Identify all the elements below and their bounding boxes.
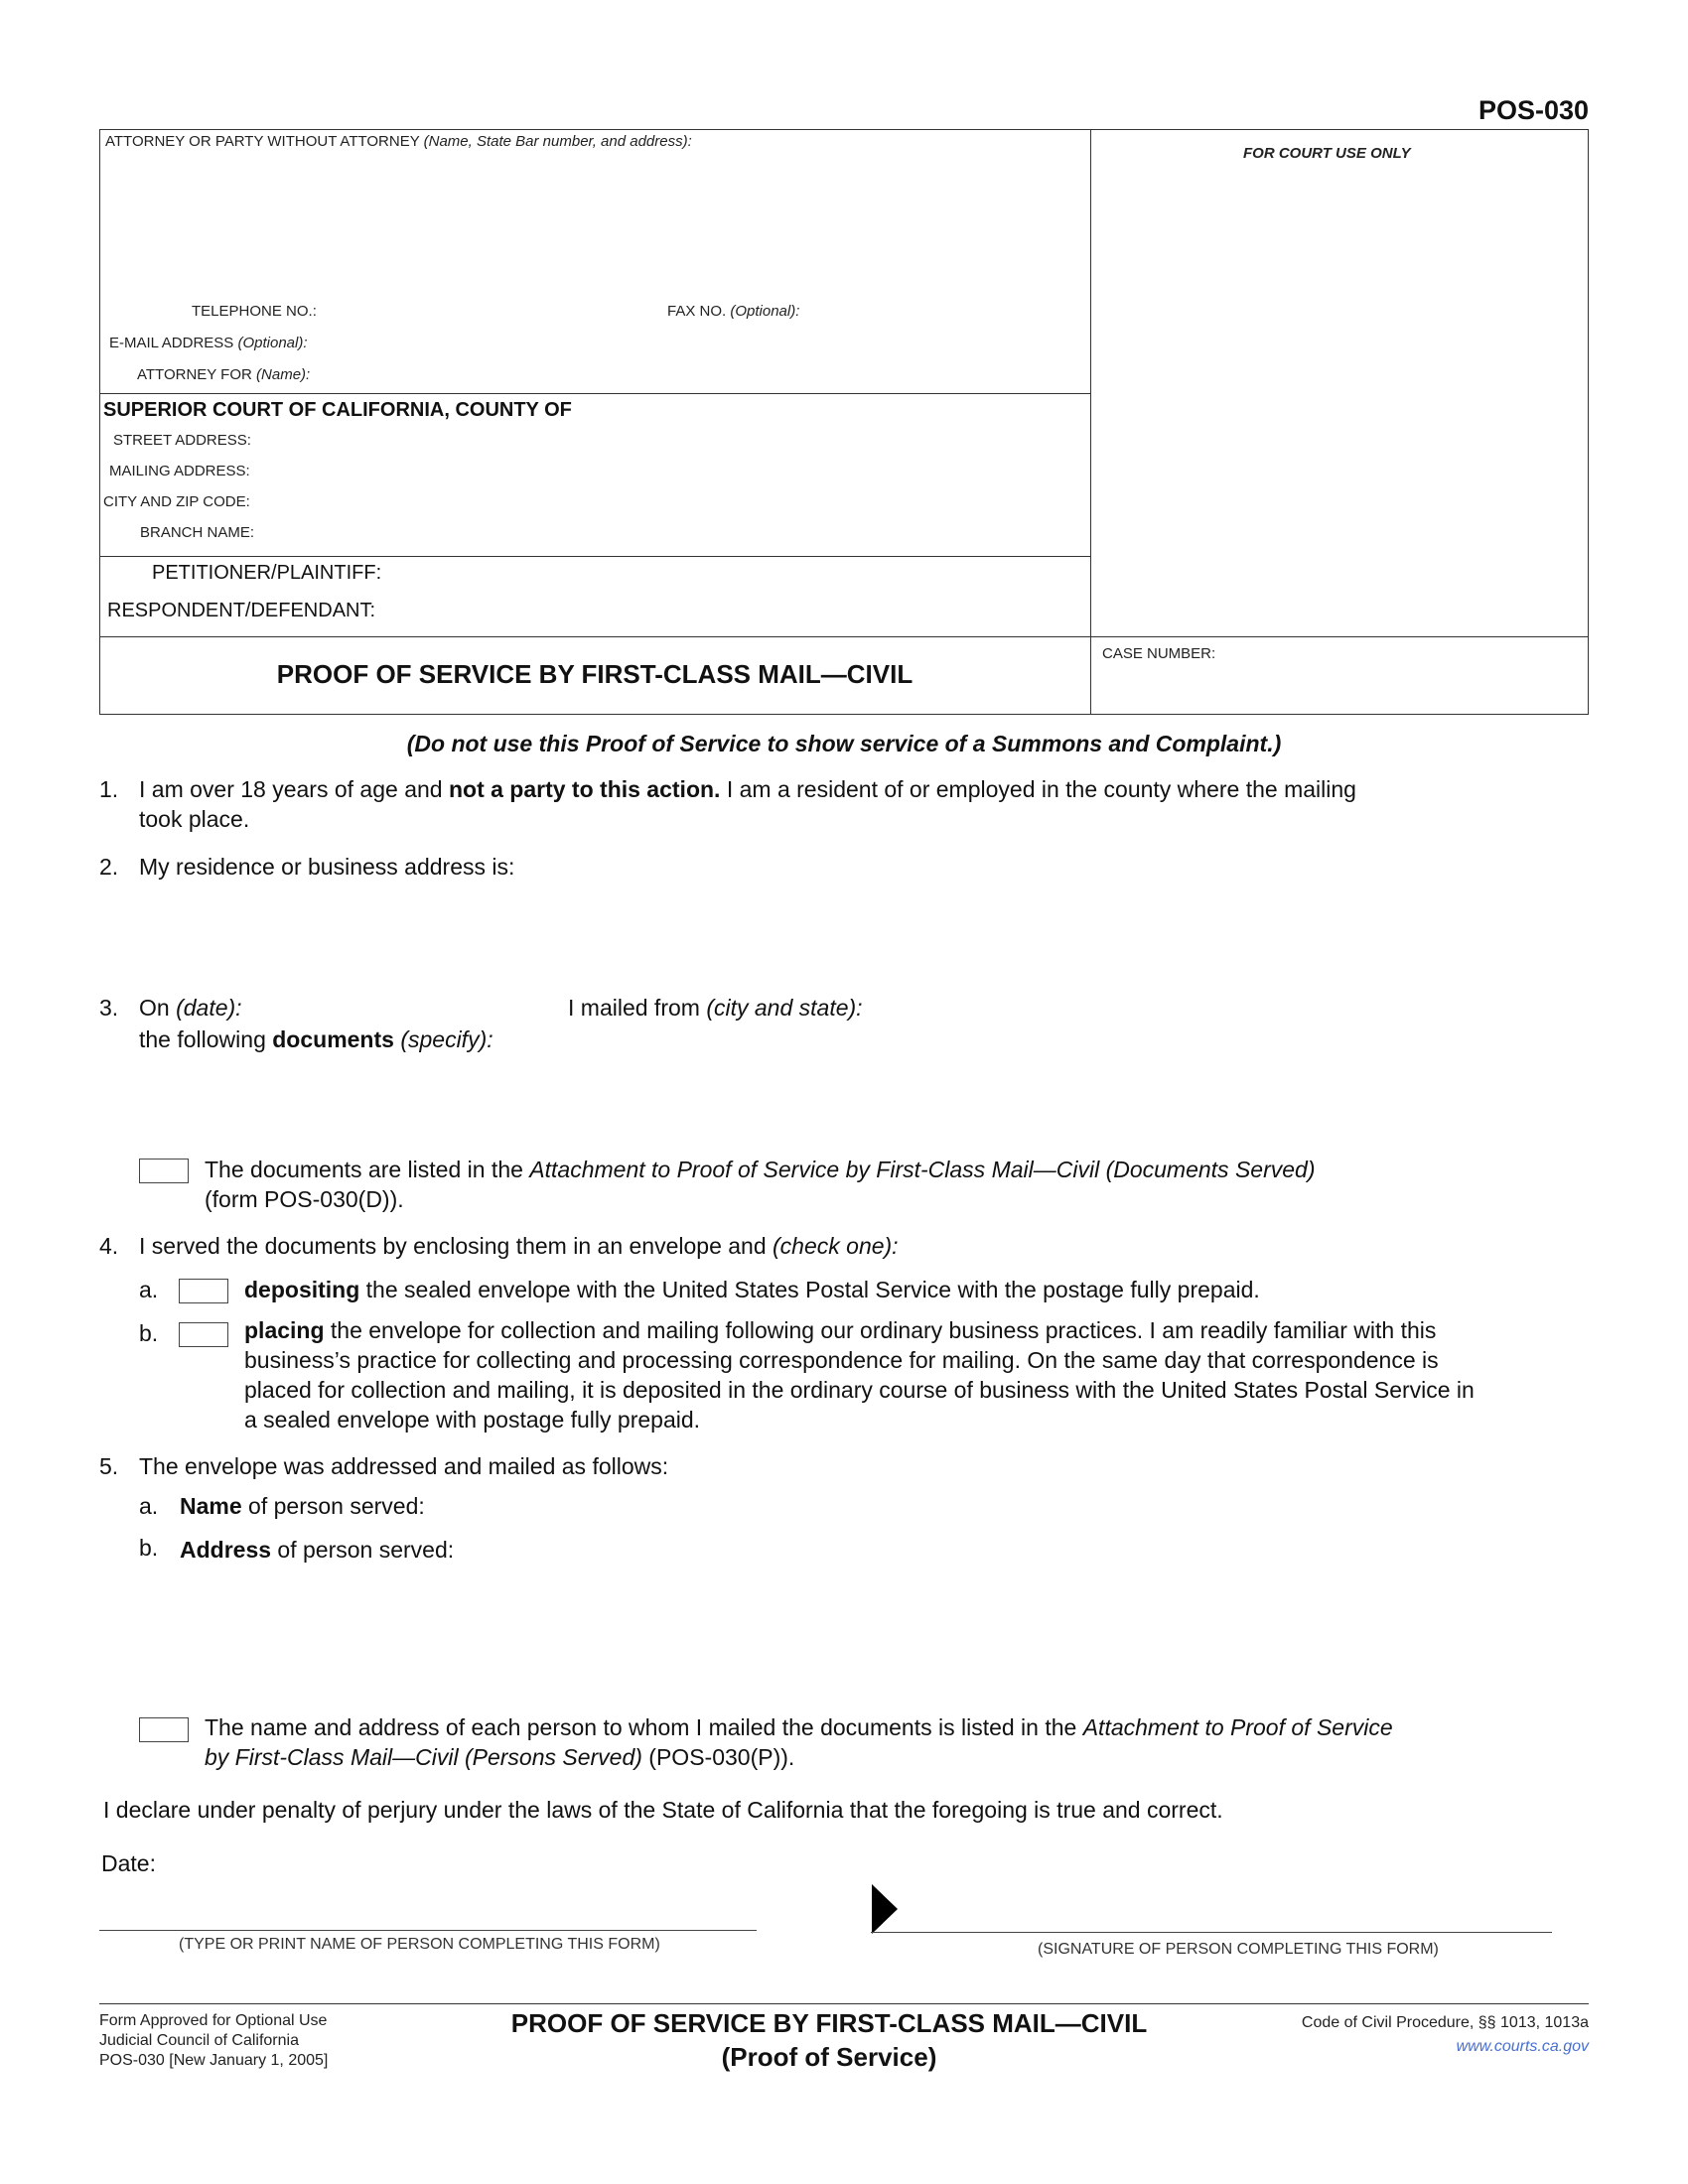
header-divider-parties	[99, 556, 1090, 557]
attorney-field[interactable]	[105, 157, 1078, 296]
court-name: SUPERIOR COURT OF CALIFORNIA, COUNTY OF	[103, 399, 572, 421]
code-citation: Code of Civil Procedure, §§ 1013, 1013a	[1301, 2014, 1589, 2031]
item-4-number: 4.	[99, 1233, 119, 1259]
court-use-label: FOR COURT USE ONLY	[1243, 145, 1411, 162]
city-zip-field[interactable]	[273, 488, 1077, 514]
fax-field[interactable]	[819, 298, 1082, 324]
respondent-field[interactable]	[417, 596, 1077, 625]
mailed-from-field[interactable]	[894, 991, 1569, 1021]
item-5a-label: a.	[139, 1493, 159, 1519]
item-5-text: The envelope was addressed and mailed as follows:	[139, 1453, 669, 1479]
footer-citation	[1192, 2011, 1589, 2059]
persons-attachment-text: The name and address of each person to whom I mailed the documents is listed in the Attachment to Proof of Service by First-Class Mail—Civil (Persons Served) (POS-030(P)).	[205, 1714, 1393, 1770]
printed-name-field[interactable]	[99, 1882, 755, 1926]
petitioner-field[interactable]	[417, 559, 1077, 589]
city-zip-label: CITY AND ZIP CODE:	[103, 493, 250, 510]
case-number-label: CASE NUMBER:	[1102, 645, 1216, 662]
signature-line	[871, 1932, 1552, 1933]
petitioner-label: PETITIONER/PLAINTIFF:	[152, 562, 382, 584]
item-2-text: My residence or business address is:	[139, 854, 515, 880]
documents-attachment-text: The documents are listed in the Attachment to Proof of Service by First-Class Mail—Civil (Documents Served) (form POS-030(D)).	[205, 1157, 1316, 1212]
attorney-label: ATTORNEY OR PARTY WITHOUT ATTORNEY (Name, State Bar number, and address):	[105, 133, 692, 150]
branch-name-field[interactable]	[273, 519, 1077, 545]
street-address-field[interactable]	[273, 427, 1077, 453]
telephone-label: TELEPHONE NO.:	[192, 303, 317, 320]
documents-field[interactable]	[139, 1058, 1569, 1146]
summons-warning-note: (Do not use this Proof of Service to show service of a Summons and Complaint.)	[406, 731, 1282, 756]
county-field[interactable]	[626, 397, 1082, 423]
item-5b-label: b.	[139, 1535, 159, 1561]
footer-rule	[99, 2003, 1589, 2004]
street-address-label: STREET ADDRESS:	[113, 432, 251, 449]
email-label: E-MAIL ADDRESS (Optional):	[109, 335, 308, 351]
mailing-address-label: MAILING ADDRESS:	[109, 463, 250, 479]
mailing-date-field[interactable]	[256, 991, 554, 1021]
attorney-for-label: ATTORNEY FOR (Name):	[137, 366, 311, 383]
form-title: PROOF OF SERVICE BY FIRST-CLASS MAIL—CIVIL	[276, 659, 914, 689]
email-field[interactable]	[338, 330, 1077, 355]
documents-attachment-checkbox[interactable]	[139, 1159, 189, 1183]
persons-attachment-checkbox[interactable]	[139, 1717, 189, 1742]
signature-field[interactable]	[914, 1882, 1549, 1928]
printed-name-caption: (TYPE OR PRINT NAME OF PERSON COMPLETING THIS FORM)	[179, 1936, 660, 1953]
declaration-text: I declare under penalty of perjury under the laws of the State of California that the foregoing is true and correct.	[103, 1797, 1223, 1823]
header-divider-court	[99, 393, 1090, 394]
footer-title: PROOF OF SERVICE BY FIRST-CLASS MAIL—CIVIL (Proof of Service)	[510, 2008, 1148, 2072]
item-5-number: 5.	[99, 1453, 119, 1479]
signature-caption: (SIGNATURE OF PERSON COMPLETING THIS FORM)	[1038, 1941, 1439, 1958]
item-4b-text: placing the envelope for collection and mailing following our ordinary business practices. I am readily familiar with this business’s practice for collecting and processing correspondence for mailing. On the same day that correspondence is placed for collection and mailing, it is deposited in the ordinary course of business with the United States Postal Service in a sealed envelope with postage fully prepaid.	[244, 1317, 1475, 1433]
mailing-address-field[interactable]	[273, 458, 1077, 483]
item-3-number: 3.	[99, 995, 119, 1021]
signature-date-field[interactable]	[169, 1844, 665, 1874]
item-4-text: I served the documents by enclosing them in an envelope and (check one):	[139, 1233, 899, 1259]
branch-name-label: BRANCH NAME:	[140, 524, 255, 541]
court-use-area	[1097, 169, 1584, 625]
header-divider-title	[99, 636, 1589, 637]
residence-address-field[interactable]	[139, 886, 1569, 975]
courts-website-link[interactable]: www.courts.ca.gov	[1456, 2038, 1589, 2055]
item-3-city-label: I mailed from (city and state):	[568, 995, 863, 1021]
item-2-number: 2.	[99, 854, 119, 880]
footer-form-approval: Form Approved for Optional Use Judicial Council of California POS-030 [New January 1, 2005]	[99, 2012, 329, 2069]
header-divider-vertical	[1090, 129, 1091, 715]
person-served-address-field[interactable]	[487, 1533, 1569, 1682]
case-number-field[interactable]	[1102, 667, 1579, 707]
date-label: Date:	[101, 1850, 156, 1876]
item-5b-text: Address of person served:	[180, 1537, 455, 1563]
attorney-for-field[interactable]	[338, 361, 1077, 387]
depositing-checkbox[interactable]	[179, 1279, 228, 1303]
telephone-field[interactable]	[338, 298, 655, 324]
item-1-text: I am over 18 years of age and not a party to this action. I am a resident of or employed in the county where the mailing took place.	[139, 776, 1356, 832]
item-4a-text: depositing the sealed envelope with the United States Postal Service with the postage fully prepaid.	[244, 1277, 1260, 1302]
fax-label: FAX NO. (Optional):	[667, 303, 800, 320]
item-3-date-label: On (date):	[139, 995, 242, 1021]
signature-arrow-icon	[872, 1884, 898, 1934]
item-1-number: 1.	[99, 776, 119, 802]
form-number: POS-030	[1477, 95, 1589, 125]
item-4a-label: a.	[139, 1277, 159, 1302]
item-3-documents-label: the following documents (specify):	[139, 1026, 493, 1052]
respondent-label: RESPONDENT/DEFENDANT:	[107, 600, 376, 621]
person-served-name-field[interactable]	[457, 1489, 1569, 1519]
printed-name-line	[99, 1930, 757, 1931]
item-5a-text: Name of person served:	[180, 1493, 425, 1519]
item-4b-label: b.	[139, 1320, 159, 1346]
placing-checkbox[interactable]	[179, 1322, 228, 1347]
